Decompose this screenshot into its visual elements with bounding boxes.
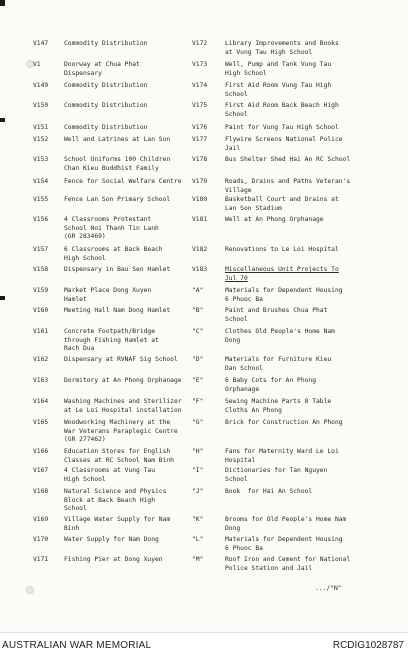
project-code-right: V180 <box>192 196 208 203</box>
project-code-right: "K" <box>192 516 204 523</box>
punch-hole <box>26 586 34 594</box>
page-edge-mark <box>0 118 5 122</box>
project-code-left: V1 <box>33 61 41 68</box>
project-description-left: Fence Lan Son Primary School <box>64 196 171 203</box>
project-code-left: V151 <box>33 124 49 131</box>
project-description-left: Commodity Distribution <box>64 82 148 89</box>
project-code-right: "M" <box>192 556 204 563</box>
continuation-marker: .../"N" <box>315 585 342 592</box>
project-description-left: Commodity Distribution <box>64 124 148 131</box>
project-code-right: "C" <box>192 328 204 335</box>
project-description-right: Brooms for Old People's Home Nam Dong <box>225 516 347 532</box>
project-code-left: V155 <box>33 196 49 203</box>
project-description-left: Village Water Supply for Nam Binh <box>64 516 171 532</box>
project-description-left: 6 Classrooms at Back Beach High School <box>64 246 163 262</box>
project-description-right: Bus Shelter Shed Hai An RC School <box>225 156 351 163</box>
project-description-left: Doorway at Chua Phat Dispensary <box>64 61 140 77</box>
project-description-left: Natural Science and Physics Block at Back Beach High School <box>64 488 167 512</box>
project-code-left: V169 <box>33 516 49 523</box>
project-description-right: Library Improvements and Books at Vung Tau High School <box>225 40 339 56</box>
project-code-left: V149 <box>33 82 49 89</box>
project-description-right: Clothes Old People's Home Nam Dong <box>225 328 335 344</box>
project-description-right: Dictionaries for Tan Nguyen School <box>225 467 328 483</box>
project-description-left: Education Stores for English Classes at RC School Nam Binh <box>64 448 174 464</box>
project-code-right: "I" <box>192 467 204 474</box>
project-description-left: Meeting Hall Nam Dong Hamlet <box>64 307 171 314</box>
project-code-right: V181 <box>192 216 208 223</box>
project-description-left: Washing Machines and Sterilizer at Le Loi Hospital installation <box>64 398 182 414</box>
project-code-right: V172 <box>192 40 208 47</box>
project-description-right: Materials for Dependent Housing 6 Phuoc Ba <box>225 536 343 552</box>
project-description-right: Fans for Maternity Ward Le Loi Hospital <box>225 448 339 464</box>
project-description-left: Commodity Distribution <box>64 102 148 109</box>
project-code-right: V182 <box>192 246 208 253</box>
project-code-left: V152 <box>33 136 49 143</box>
project-description-right: Roads, Drains and Paths Veteran's Village <box>225 178 351 194</box>
project-description-left: Woodworking Machinery at the War Veterans Paraplegic Centre (GR 277462) <box>64 419 178 443</box>
project-code-left: V159 <box>33 287 49 294</box>
project-code-left: V161 <box>33 328 49 335</box>
project-description-left: Market Place Dong Xuyen Hamlet <box>64 287 152 303</box>
project-code-left: V162 <box>33 356 49 363</box>
project-description-left: Concrete Footpath/Bridge through Fishing Hamlet at Rach Dua <box>64 328 159 352</box>
project-code-right: "B" <box>192 307 204 314</box>
project-code-right: V174 <box>192 82 208 89</box>
project-description-right: Well at An Phong Orphanage <box>225 216 324 223</box>
project-description-right: 6 Baby Cots for An Phong Orphanage <box>225 377 316 393</box>
project-description-left: 4 Classrooms Protestant School Noi Thanh Tin Lanh (GR 283469) <box>64 216 159 240</box>
project-description-left: Fence for Social Welfare Centre <box>64 178 182 185</box>
project-code-right: "H" <box>192 448 204 455</box>
project-code-right: "F" <box>192 398 204 405</box>
project-code-right: V175 <box>192 102 208 109</box>
archive-name: AUSTRALIAN WAR MEMORIAL <box>2 640 152 651</box>
project-description-left: Well and Latrines at Lan Son <box>64 136 171 143</box>
project-code-right: V178 <box>192 156 208 163</box>
project-description-left: Dispensary at RVNAF Sig School <box>64 356 178 363</box>
project-description-right: Paint for Vung Tau High School <box>225 124 339 131</box>
archive-footer <box>0 632 408 655</box>
project-code-left: V160 <box>33 307 49 314</box>
project-description-right: Well, Pump and Tank Vung Tau High School <box>225 61 332 77</box>
project-code-left: V157 <box>33 246 49 253</box>
project-description-left: Dispensary in Bau Sen Hamlet <box>64 266 171 273</box>
project-code-left: V164 <box>33 398 49 405</box>
project-description-left: School Uniforms 100 Children Chan Kieu Buddhist Family <box>64 156 171 172</box>
project-description-left: Commodity Distribution <box>64 40 148 47</box>
project-description-left: Fishing Pier at Dong Xuyen <box>64 556 163 563</box>
project-code-right: "L" <box>192 536 204 543</box>
project-code-left: V165 <box>33 419 49 426</box>
project-code-left: V170 <box>33 536 49 543</box>
project-code-left: V167 <box>33 467 49 474</box>
project-code-left: V163 <box>33 377 49 384</box>
project-description-right: Renovations to Le Loi Hospital <box>225 246 339 253</box>
project-description-right: Materials for Furniture Kieu Dan School <box>225 356 332 372</box>
project-description-right: Sewing Machine Parts 8 Table Cloths An Phong <box>225 398 332 414</box>
project-description-right: Roof Iron and Cement for National Police Station and Jail <box>225 556 351 572</box>
archive-reference: RCDIG1028787 <box>332 640 404 651</box>
project-description-left: Dormitory at An Phong Orphanage <box>64 377 182 384</box>
project-code-left: V147 <box>33 40 49 47</box>
project-code-right: "E" <box>192 377 204 384</box>
project-description-right: Flywire Screens National Police Jail <box>225 136 343 152</box>
project-description-right: Brick for Construction An Phong <box>225 419 343 426</box>
project-code-right: "J" <box>192 488 204 495</box>
project-description-right: Materials for Dependent Housing 6 Phuoc Ba <box>225 287 343 303</box>
project-description-right: Miscellaneous Unit Projects To Jul 70 <box>225 266 339 282</box>
project-description-right: First Aid Room Back Beach High School <box>225 102 339 118</box>
project-code-left: V171 <box>33 556 49 563</box>
project-code-right: "G" <box>192 419 204 426</box>
project-description-right: Paint and Brushes Chua Phat School <box>225 307 328 323</box>
project-code-right: V176 <box>192 124 208 131</box>
page-edge-mark <box>0 296 5 300</box>
project-description-left: Water Supply for Nam Dong <box>64 536 159 543</box>
project-code-left: V168 <box>33 488 49 495</box>
project-code-right: V179 <box>192 178 208 185</box>
project-code-left: V154 <box>33 178 49 185</box>
project-code-left: V150 <box>33 102 49 109</box>
project-code-left: V158 <box>33 266 49 273</box>
project-code-right: "A" <box>192 287 204 294</box>
project-code-right: "D" <box>192 356 204 363</box>
project-code-left: V166 <box>33 448 49 455</box>
project-code-right: V173 <box>192 61 208 68</box>
project-code-right: V183 <box>192 266 208 273</box>
page-edge-mark <box>0 0 5 6</box>
project-code-left: V153 <box>33 156 49 163</box>
project-description-right: First Aid Room Vung Tau High School <box>225 82 332 98</box>
project-description-right: Basketball Court and Drains at Lan Son Stadium <box>225 196 339 212</box>
project-description-left: 4 Classrooms at Vung Tau High School <box>64 467 155 483</box>
project-code-left: V156 <box>33 216 49 223</box>
project-description-right: Book for Hai An School <box>225 488 313 495</box>
project-code-right: V177 <box>192 136 208 143</box>
